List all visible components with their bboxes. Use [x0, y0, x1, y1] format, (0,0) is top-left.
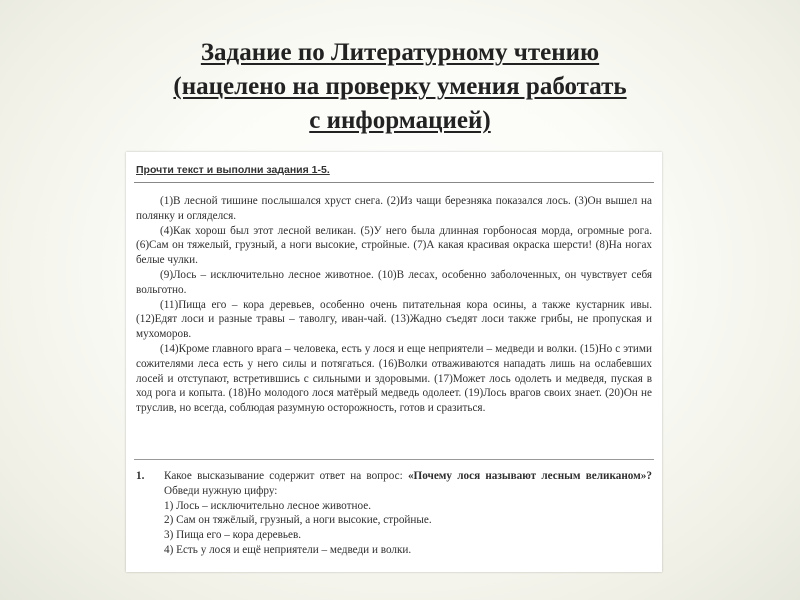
question-text: Какое высказывание содержит ответ на вопрос: — [164, 470, 408, 482]
answer-option: 2) Сам он тяжёлый, грузный, а ноги высокие, стройные. — [164, 514, 432, 527]
paragraph: (1)В лесной тишине послышался хруст снега. (2)Из чащи березняка показался лось. (3)Он вышел на полянку и огляделся. — [136, 195, 652, 222]
slide-title-line-3: с информацией) — [309, 107, 491, 134]
reading-text — [136, 194, 652, 416]
question-1 — [136, 469, 652, 558]
question-number: 1. — [136, 470, 145, 482]
slide-title — [60, 36, 740, 138]
scanned-worksheet — [126, 152, 662, 572]
question-body — [164, 469, 652, 558]
paragraph: (11)Пища его – кора деревьев, особенно очень питательная кора осины, а также кустарник ивы. (12)Едят лоси и разные травы – таволгу, иван-чай. (13)Жадно съедят лоси также грибы, не пропуская и мухоморов. — [136, 298, 652, 341]
slide-title-line-2: (нацелено на проверку умения работать — [173, 73, 627, 100]
paragraph: (14)Кроме главного врага – человека, есть у лося и еще неприятели – медведи и волки. (15)Но с этими сожителями леса есть у него силы и потягаться. (16)Волки отваживаются нападать лишь на ослабевших лосей и отступают, встретившись с сильными и здоровыми. (17)Может лось одолеть и медведя, пуская в ход рога и копыта. (18)Но молодого лося матёрый медведь одолеет. (19)Лось врагов своих знает. (20)Он не труслив, но всегда, соблюдая разумную осторожность, готов и сразиться. — [136, 342, 652, 415]
answer-option: 3) Пища его – кора деревьев. — [164, 529, 302, 542]
paragraph: (4)Как хорош был этот лесной великан. (5)У него была длинная горбоносая морда, огромные рога. (6)Сам он тяжелый, грузный, а ноги высокие, стройные. (7)А какая красивая окраска шерсти! (8)На ногах белые чулки. — [136, 224, 652, 267]
worksheet-instruction: Прочти текст и выполни задания 1-5. — [136, 164, 330, 176]
answer-option: 4) Есть у лося и ещё неприятели – медведи и волки. — [164, 543, 412, 556]
slide-title-line-1: Задание по Литературному чтению — [200, 39, 600, 66]
paragraph: (9)Лось – исключительно лесное животное. (10)В лесах, особенно заболоченных, он чувствует себя вольготно. — [136, 268, 652, 296]
question-text-after: Обведи нужную цифру: — [164, 484, 278, 497]
divider-top — [134, 182, 654, 183]
divider-mid — [134, 459, 654, 460]
answer-option: 1) Лось – исключительно лесное животное. — [164, 499, 371, 512]
question-quote: «Почему лося называют лесным великаном»? — [407, 470, 652, 482]
